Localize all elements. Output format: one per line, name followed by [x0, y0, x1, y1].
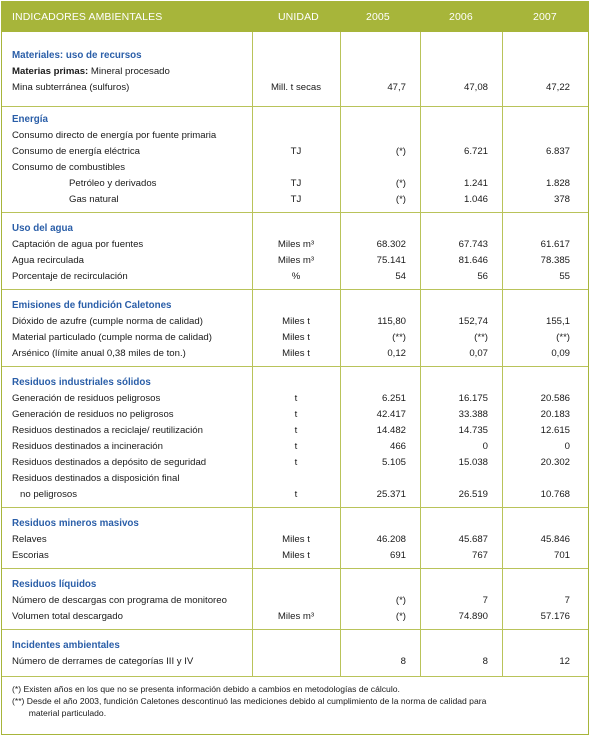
- value-2006: 67.743: [458, 239, 488, 250]
- table-row: [2, 193, 588, 209]
- section-divider: [2, 289, 588, 290]
- section-title: Incidentes ambientales: [12, 640, 120, 651]
- value-2005: 5.105: [381, 457, 406, 468]
- table-row: [2, 65, 588, 81]
- value-2005: 42.417: [376, 409, 406, 420]
- footnote-1: (*) Existen años en los que no se presenta información debido a cambios en metodologías de cálculo.: [12, 684, 400, 694]
- row-unit: Miles t: [282, 348, 310, 359]
- row-label: Escorias: [12, 550, 49, 561]
- footnote-2: (**) Desde el año 2003, fundición Caletones descontinuó las mediciones debido al cumplimiento de la norma de calidad para: [12, 696, 487, 706]
- row-label: Residuos destinados a reciclaje/ reutilización: [12, 425, 203, 436]
- value-2005: (*): [395, 146, 406, 157]
- value-2005: 25.371: [376, 489, 406, 500]
- row-label: Porcentaje de recirculación: [12, 271, 128, 282]
- value-2005: (*): [395, 178, 406, 189]
- table-row: [2, 331, 588, 347]
- row-label: Generación de residuos no peligrosos: [12, 409, 174, 420]
- table-row: [2, 655, 588, 671]
- header-2006: 2006: [449, 11, 473, 23]
- value-2007: 20.302: [540, 457, 570, 468]
- value-2006: 6.721: [463, 146, 488, 157]
- value-2007: 701: [553, 550, 570, 561]
- row-label: Relaves: [12, 534, 47, 545]
- value-2007: 61.617: [540, 239, 570, 250]
- section-title: Residuos mineros masivos: [12, 518, 139, 529]
- row-label: Petróleo y derivados: [69, 178, 157, 189]
- table-row: [2, 610, 588, 626]
- section-title: Emisiones de fundición Caletones: [12, 300, 172, 311]
- value-2005: 691: [389, 550, 406, 561]
- section-title: Uso del agua: [12, 223, 73, 234]
- row-unit: TJ: [290, 178, 302, 189]
- value-2007: 55: [559, 271, 570, 282]
- row-label: Captación de agua por fuentes: [12, 239, 144, 250]
- table-row: [2, 145, 588, 161]
- section-divider: [2, 629, 588, 630]
- section-divider: [2, 212, 588, 213]
- row-unit: t: [294, 425, 298, 436]
- table-row: [2, 177, 588, 193]
- value-2007: 6.837: [545, 146, 570, 157]
- table-row: [2, 456, 588, 472]
- value-2007: 0,09: [551, 348, 570, 359]
- section-title: Materiales: uso de recursos: [12, 50, 142, 61]
- table-header: [2, 2, 588, 32]
- row-label: Dióxido de azufre (cumple norma de calidad): [12, 316, 203, 327]
- value-2007: 1.828: [545, 178, 570, 189]
- section-divider: [2, 106, 588, 107]
- row-label: Generación de residuos peligrosos: [12, 393, 161, 404]
- table-row: [2, 161, 588, 177]
- value-2006: 1.046: [463, 194, 488, 205]
- value-2007: 0: [564, 441, 570, 452]
- row-unit: TJ: [290, 194, 302, 205]
- table-row: [2, 472, 588, 488]
- value-2006: 7: [482, 595, 488, 606]
- row-label: Volumen total descargado: [12, 611, 123, 622]
- row-unit: Miles t: [282, 332, 310, 343]
- value-2006: 0: [482, 441, 488, 452]
- row-unit: Miles m³: [277, 255, 315, 266]
- value-2006: 33.388: [458, 409, 488, 420]
- section-heading-row: [2, 376, 588, 392]
- table-row: [2, 594, 588, 610]
- row-label: Número de derrames de categorías III y IV: [12, 656, 194, 667]
- value-2007: 78.385: [540, 255, 570, 266]
- value-2005: 6.251: [381, 393, 406, 404]
- table-row: [2, 549, 588, 565]
- row-unit: Miles m³: [277, 239, 315, 250]
- section-title: Energía: [12, 114, 48, 125]
- value-2006: 1.241: [463, 178, 488, 189]
- value-2006: 56: [477, 271, 488, 282]
- value-2005: (*): [395, 595, 406, 606]
- value-2006: 16.175: [458, 393, 488, 404]
- value-2006: 47,08: [463, 82, 488, 93]
- row-label: Arsénico (límite anual 0,38 miles de ton.): [12, 348, 186, 359]
- table-row: [2, 408, 588, 424]
- value-2006: 81.646: [458, 255, 488, 266]
- section-heading-row: [2, 639, 588, 655]
- value-2006: 15.038: [458, 457, 488, 468]
- value-2005: 46.208: [376, 534, 406, 545]
- row-unit: Mill. t secas: [270, 82, 322, 93]
- table-row: [2, 238, 588, 254]
- table-row: [2, 254, 588, 270]
- value-2006: 14.735: [458, 425, 488, 436]
- value-2007: 12: [559, 656, 570, 667]
- table-row: [2, 392, 588, 408]
- value-2005: 14.482: [376, 425, 406, 436]
- value-2007: 47,22: [545, 82, 570, 93]
- table-body: [2, 32, 588, 677]
- value-2006: (**): [474, 332, 488, 343]
- section-title: Residuos industriales sólidos: [12, 377, 151, 388]
- table-row: [2, 424, 588, 440]
- value-2005: (**): [392, 332, 406, 343]
- row-label: Gas natural: [69, 194, 119, 205]
- value-2006: 45.687: [458, 534, 488, 545]
- table-row: [2, 533, 588, 549]
- value-2007: 12.615: [540, 425, 570, 436]
- section-heading-row: [2, 222, 588, 238]
- value-2007: 57.176: [540, 611, 570, 622]
- value-2006: 26.519: [458, 489, 488, 500]
- row-label: Mineral procesado: [88, 66, 170, 77]
- value-2005: 54: [395, 271, 406, 282]
- value-2007: 10.768: [540, 489, 570, 500]
- table-row: [2, 347, 588, 363]
- row-unit: t: [294, 393, 298, 404]
- value-2005: (*): [395, 611, 406, 622]
- row-label: Consumo de combustibles: [12, 162, 126, 173]
- header-2007: 2007: [533, 11, 557, 23]
- row-label: Residuos destinados a incineración: [12, 441, 163, 452]
- table-row: [2, 270, 588, 286]
- value-2006: 152,74: [458, 316, 488, 327]
- row-unit: Miles m³: [277, 611, 315, 622]
- value-2006: 74.890: [458, 611, 488, 622]
- row-label: Agua recirculada: [12, 255, 84, 266]
- section-heading-row: [2, 299, 588, 315]
- value-2005: 0,12: [387, 348, 406, 359]
- section-heading-row: [2, 113, 588, 129]
- section-divider: [2, 507, 588, 508]
- row-unit: t: [294, 457, 298, 468]
- table-row: [2, 488, 588, 504]
- table-row: [2, 315, 588, 331]
- value-2007: 155,1: [545, 316, 570, 327]
- value-2005: 75.141: [376, 255, 406, 266]
- section-heading-row: [2, 578, 588, 594]
- row-label: Mina subterránea (sulfuros): [12, 82, 130, 93]
- row-unit: %: [291, 271, 301, 282]
- value-2005: (*): [395, 194, 406, 205]
- indicators-table: [1, 1, 589, 735]
- row-unit: Miles t: [282, 550, 310, 561]
- section-heading-row: [2, 49, 588, 65]
- row-label: Residuos destinados a depósito de seguridad: [12, 457, 207, 468]
- row-unit: t: [294, 441, 298, 452]
- section-divider: [2, 366, 588, 367]
- value-2005: 466: [389, 441, 406, 452]
- footnote-2-continued: material particulado.: [12, 708, 107, 718]
- value-2007: 20.586: [540, 393, 570, 404]
- value-2007: 45.846: [540, 534, 570, 545]
- value-2007: 7: [564, 595, 570, 606]
- section-heading-row: [2, 517, 588, 533]
- footnotes: [2, 677, 588, 735]
- row-label: Consumo de energía eléctrica: [12, 146, 140, 157]
- row-label: Consumo directo de energía por fuente primaria: [12, 130, 217, 141]
- value-2006: 8: [482, 656, 488, 667]
- header-2005: 2005: [366, 11, 390, 23]
- header-indicator: INDICADORES AMBIENTALES: [12, 11, 163, 23]
- row-label: no peligrosos: [20, 489, 78, 500]
- value-2005: 8: [400, 656, 406, 667]
- value-2005: 47,7: [387, 82, 406, 93]
- row-label: Material particulado (cumple norma de calidad): [12, 332, 212, 343]
- value-2006: 0,07: [469, 348, 488, 359]
- table-row: [2, 129, 588, 145]
- value-2007: 20.183: [540, 409, 570, 420]
- row-unit: Miles t: [282, 316, 310, 327]
- value-2007: 378: [553, 194, 570, 205]
- row-unit: TJ: [290, 146, 302, 157]
- value-2005: 68.302: [376, 239, 406, 250]
- table-row: [2, 81, 588, 97]
- value-2007: (**): [556, 332, 570, 343]
- row-label-bold: Materias primas:: [12, 66, 89, 77]
- row-unit: t: [294, 489, 298, 500]
- row-label: Número de descargas con programa de monitoreo: [12, 595, 227, 606]
- value-2006: 767: [471, 550, 488, 561]
- section-divider: [2, 568, 588, 569]
- section-title: Residuos líquidos: [12, 579, 97, 590]
- value-2005: 115,80: [377, 316, 406, 327]
- row-unit: Miles t: [282, 534, 310, 545]
- row-label: Residuos destinados a disposición final: [12, 473, 180, 484]
- table-row: [2, 440, 588, 456]
- row-unit: t: [294, 409, 298, 420]
- header-unit: UNIDAD: [278, 11, 319, 23]
